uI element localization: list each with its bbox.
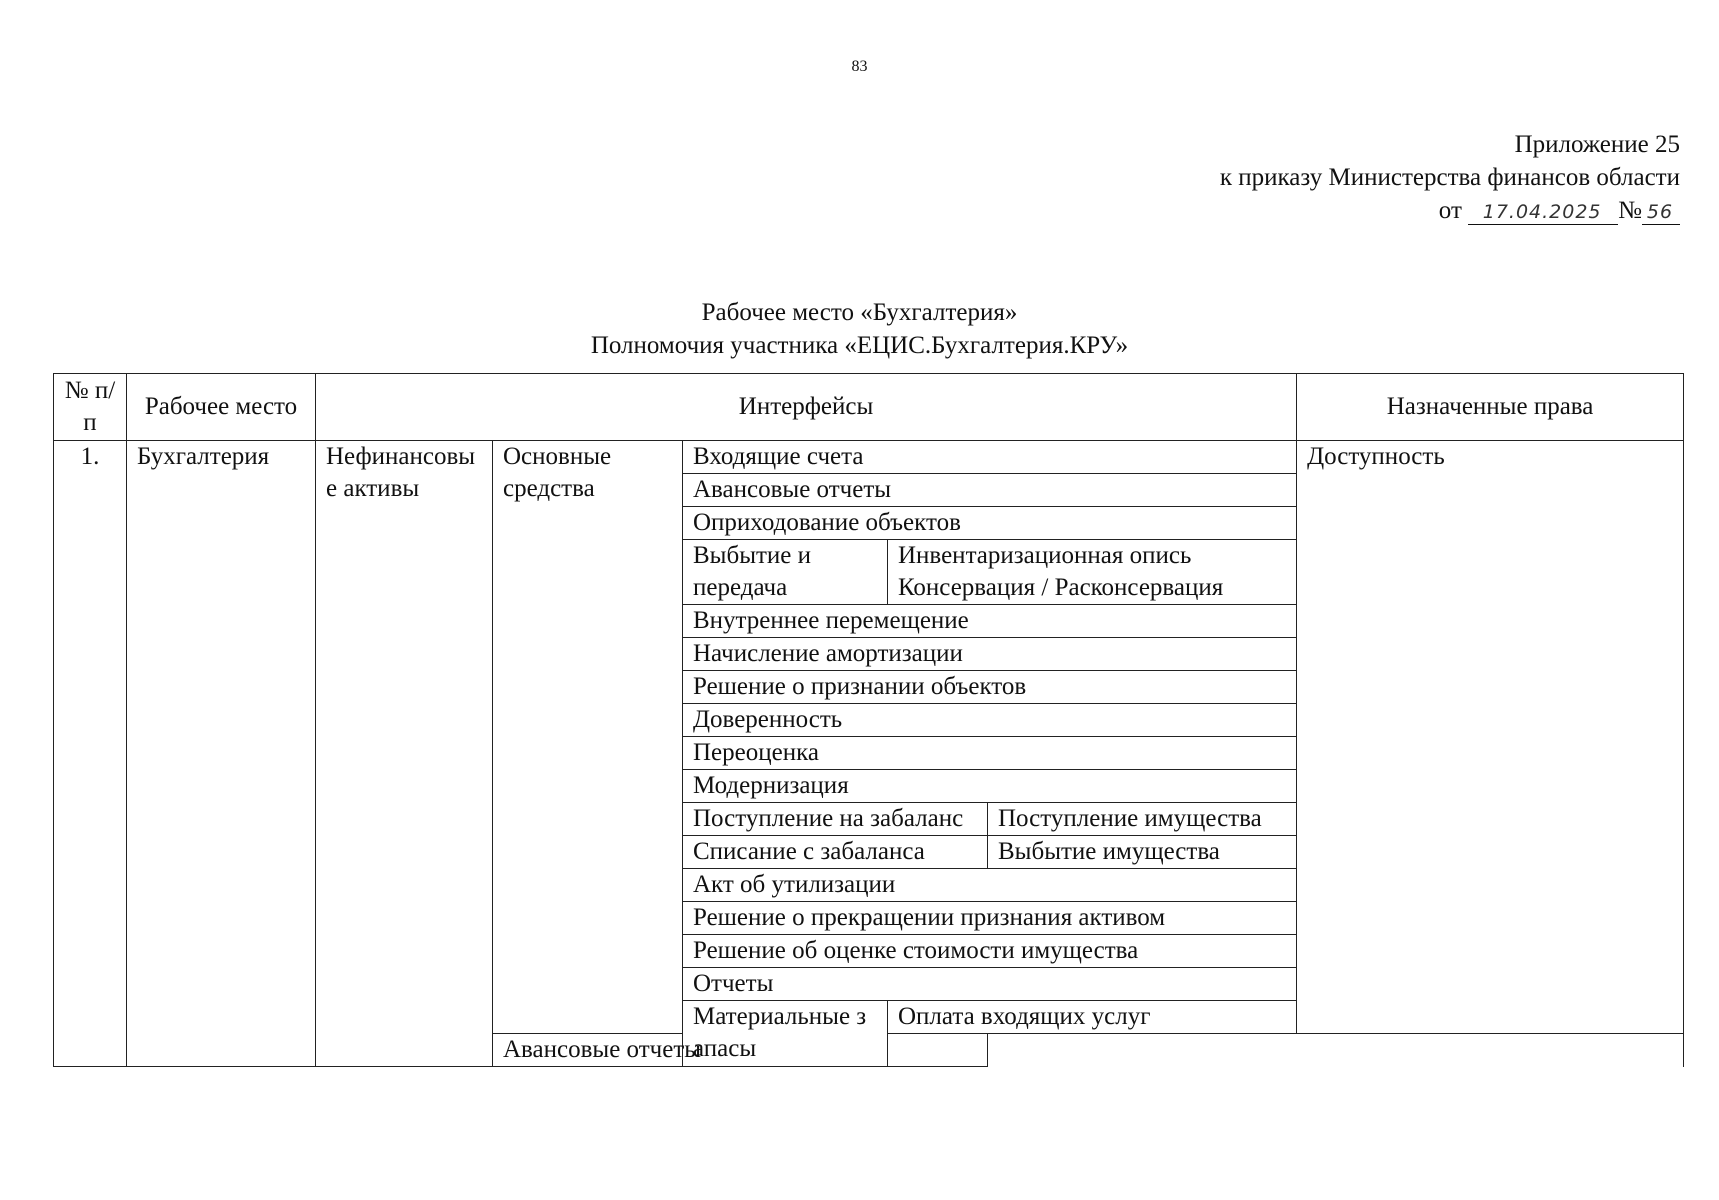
list-item: Решение о признании объектов	[683, 671, 1297, 704]
number-sign: №	[1618, 197, 1642, 224]
title-line-2: Полномочия участника «ЕЦИС.Бухгалтерия.КРУ»	[590, 332, 1129, 359]
header-workplace: Рабочее место	[127, 374, 316, 441]
list-item: Оплата входящих услуг	[888, 1001, 1684, 1034]
row-number: 1.	[54, 441, 127, 1067]
list-item: Решение об оценке стоимости имущества	[683, 935, 1297, 968]
list-item: Решение о прекращении признания активом	[683, 902, 1297, 935]
list-item: Авансовые отчеты	[493, 1034, 988, 1067]
handwritten-number: 56	[1642, 200, 1680, 225]
document-title	[0, 296, 1719, 362]
offbalance-in-label: Поступление на забаланс	[683, 803, 988, 836]
list-item: Модернизация	[683, 770, 1297, 803]
disposal-sub-1: Инвентаризационная опись	[888, 540, 1297, 573]
list-item: Начисление амортизации	[683, 638, 1297, 671]
permissions-table	[53, 373, 1684, 1067]
appendix-line-1: Приложение 25	[1514, 131, 1680, 158]
offbalance-out-sub: Выбытие имущества	[988, 836, 1297, 869]
header-num: № п/п	[54, 374, 127, 441]
list-item: Оприходование объектов	[683, 507, 1297, 540]
table-row	[54, 441, 1684, 474]
appendix-date-line	[1220, 194, 1680, 227]
section-name-inventories: Материальные запасы	[683, 1001, 888, 1067]
from-label: от	[1438, 197, 1462, 224]
disposal-sub-2: Консервация / Расконсервация	[888, 572, 1297, 605]
list-item: Внутреннее перемещение	[683, 605, 1297, 638]
list-item: Входящие счета	[683, 441, 1297, 474]
list-item: Доверенность	[683, 704, 1297, 737]
rights-fixed-assets: Доступность	[1297, 441, 1684, 1034]
list-item: Переоценка	[683, 737, 1297, 770]
list-item: Акт об утилизации	[683, 869, 1297, 902]
header-row	[54, 374, 1684, 441]
appendix-block	[1220, 128, 1680, 227]
handwritten-date: 17.04.2025	[1468, 200, 1618, 225]
header-interfaces: Интерфейсы	[316, 374, 1297, 441]
workplace-cell: Бухгалтерия	[127, 441, 316, 1067]
disposal-label: Выбытие и передача	[683, 540, 888, 605]
title-line-1: Рабочее место «Бухгалтерия»	[701, 299, 1018, 326]
list-item: Отчеты	[683, 968, 1297, 1001]
offbalance-in-sub: Поступление имущества	[988, 803, 1297, 836]
group-cell: Нефинансовые активы	[316, 441, 493, 1067]
page-number: 83	[851, 58, 868, 75]
offbalance-out-label: Списание с забаланса	[683, 836, 988, 869]
header-rights: Назначенные права	[1297, 374, 1684, 441]
section-name-fixed-assets: Основные средства	[493, 441, 683, 1034]
appendix-line-2: к приказу Министерства финансов области	[1219, 164, 1680, 191]
list-item: Авансовые отчеты	[683, 474, 1297, 507]
